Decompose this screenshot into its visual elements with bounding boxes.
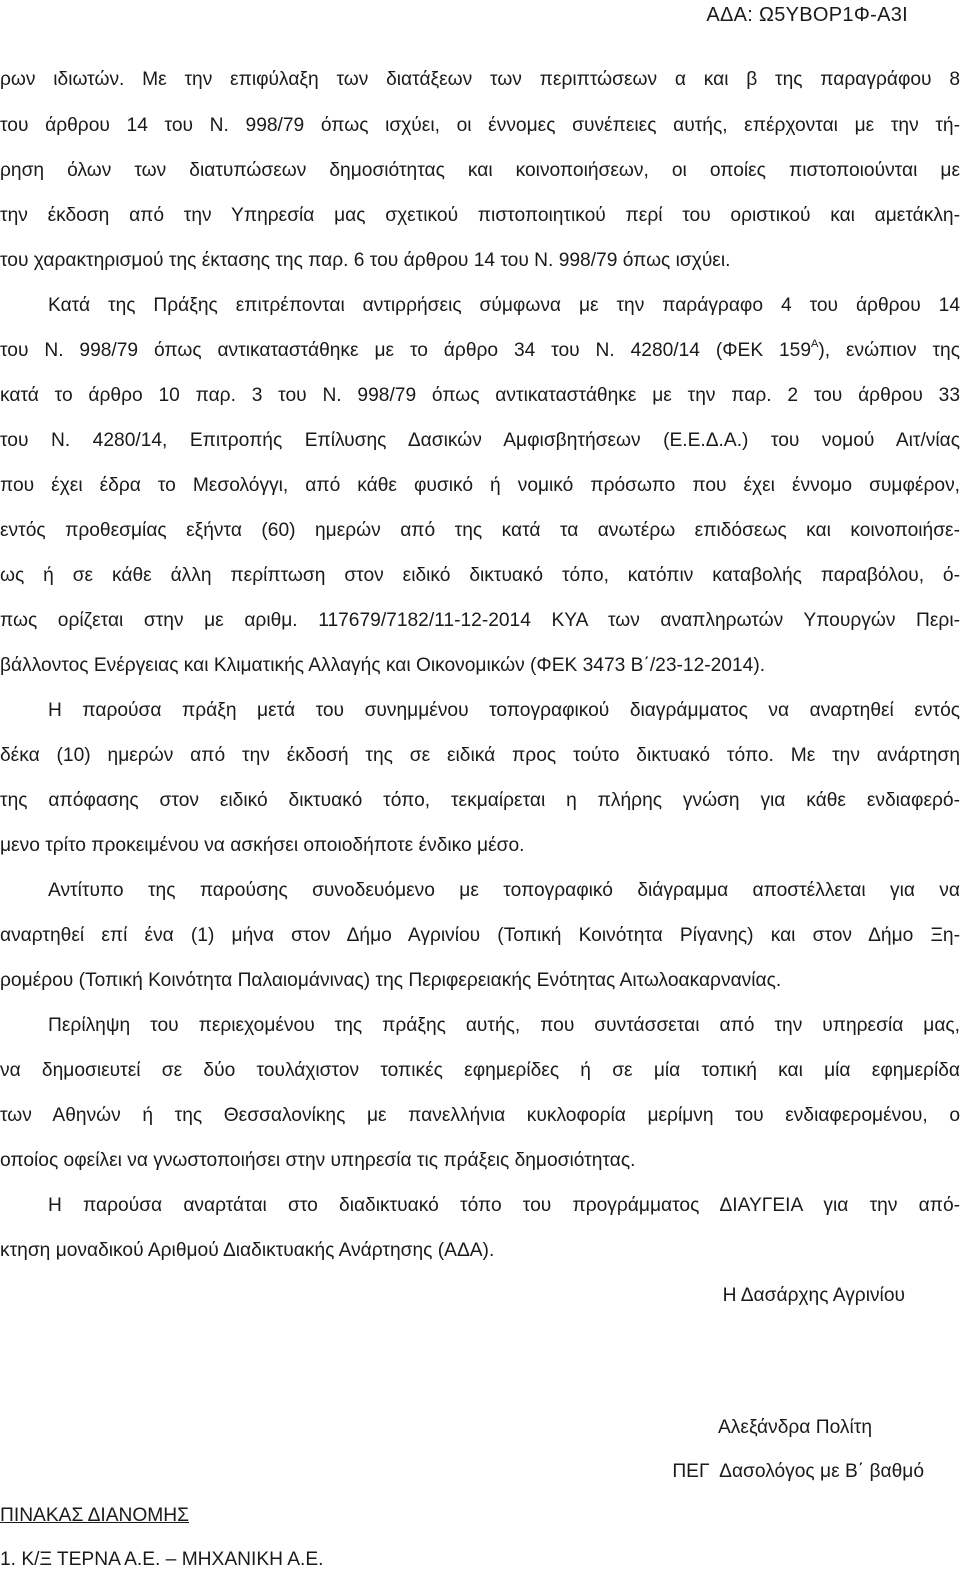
- signature-title: ΠΕΓ Δασολόγος με Β΄ βαθμό: [672, 1461, 924, 1482]
- text-line: ως ή σε κάθε άλλη περίπτωση στον ειδικό δικτυακό τόπο, κατόπιν καταβολής παραβόλου, ό-: [0, 565, 960, 586]
- text-fragment: του Ν. 998/79 όπως αντικαταστάθηκε με το άρθρο 34 του Ν. 4280/14 (ΦΕΚ 159: [0, 340, 812, 361]
- text-line: βάλλοντος Ενέργειας και Κλιματικής Αλλαγής και Οικονομικών (ΦΕΚ 3473 Β΄/23-12-2014).: [0, 655, 766, 676]
- text-line: ρηση όλων των διατυπώσεων δημοσιότητας και κοινοποιήσεων, οι οποίες πιστοποιούνται με: [0, 160, 960, 181]
- text-line: που έχει έδρα το Μεσολόγγι, από κάθε φυσικό ή νομικό πρόσωπο που έχει έννομο συμφέρον,: [0, 475, 960, 496]
- text-line: [0, 337, 960, 362]
- text-line: μενο τρίτο προκειμένου να ασκήσει οποιοδήποτε ένδικο μέσο.: [0, 835, 525, 856]
- text-line: εντός προθεσμίας εξήντα (60) ημερών από της κατά τα ανωτέρω επιδόσεως και κοινοποιήσε-: [0, 520, 960, 541]
- text-line: Κατά της Πράξης επιτρέπονται αντιρρήσεις σύμφωνα με την παράγραφο 4 του άρθρου 14: [48, 295, 960, 316]
- text-line: του άρθρου 14 του Ν. 998/79 όπως ισχύει, οι έννομες συνέπειες αυτής, επέρχονται με την τή-: [0, 115, 960, 136]
- text-line: του χαρακτηρισμού της έκτασης της παρ. 6 του άρθρου 14 του Ν. 998/79 όπως ισχύει.: [0, 250, 731, 271]
- text-line: Περίληψη του περιεχομένου της πράξης αυτής, που συντάσσεται από την υπηρεσία μας,: [48, 1015, 960, 1036]
- text-line: κατά το άρθρο 10 παρ. 3 του Ν. 998/79 όπως αντικαταστάθηκε με την παρ. 2 του άρθρου 33: [0, 385, 960, 406]
- superscript: Α: [811, 337, 819, 350]
- text-fragment: ), ενώπιον της: [818, 340, 960, 361]
- text-line: να δημοσιευτεί σε δύο τουλάχιστον τοπικές εφημερίδες ή σε μία τοπική και μία εφημερίδα: [0, 1060, 960, 1081]
- distribution-item: 1. Κ/Ξ ΤΕΡΝΑ Α.Ε. – ΜΗΧΑΝΙΚΗ Α.Ε.: [0, 1549, 324, 1570]
- text-line: του Ν. 4280/14, Επιτροπής Επίλυσης Δασικών Αμφισβητήσεων (Ε.Ε.Δ.Α.) του νομού Αιτ/νίας: [0, 430, 960, 451]
- text-line: οποίος οφείλει να γνωστοποιήσει στην υπηρεσία τις πράξεις δημοσιότητας.: [0, 1150, 636, 1171]
- signature-authority: Η Δασάρχης Αγρινίου: [722, 1285, 905, 1306]
- text-line: κτηση μοναδικού Αριθμού Διαδικτυακής Ανάρτησης (ΑΔΑ).: [0, 1240, 495, 1261]
- text-line: δέκα (10) ημερών από την έκδοσή της σε ειδικά προς τούτο δικτυακό τόπο. Με την ανάρτηση: [0, 745, 960, 766]
- text-line: ρομέρου (Τοπική Κοινότητα Παλαιομάνινας) της Περιφερειακής Ενότητας Αιτωλοακαρνανίας.: [0, 970, 782, 991]
- text-line: αναρτηθεί επί ένα (1) μήνα στον Δήμο Αγρινίου (Τοπική Κοινότητα Ρίγανης) και στον Δήμο Ξη-: [0, 925, 960, 946]
- ada-header: ΑΔΑ: Ω5ΥΒΟΡ1Φ-Α3Ι: [706, 4, 908, 26]
- text-line: Η παρούσα αναρτάται στο διαδικτυακό τόπο του προγράμματος ΔΙΑΥΓΕΙΑ για την από-: [48, 1195, 960, 1216]
- text-line: Αντίτυπο της παρούσης συνοδευόμενο με τοπογραφικό διάγραμμα αποστέλλεται για να: [48, 880, 960, 901]
- text-line: ρων ιδιωτών. Με την επιφύλαξη των διατάξεων των περιπτώσεων α και β της παραγράφου 8: [0, 69, 960, 90]
- text-line: Η παρούσα πράξη μετά του συνημμένου τοπογραφικού διαγράμματος να αναρτηθεί εντός: [48, 700, 960, 721]
- signature-name: Αλεξάνδρα Πολίτη: [718, 1417, 872, 1438]
- text-line: πως ορίζεται στην με αριθμ. 117679/7182/11-12-2014 ΚΥΑ των αναπληρωτών Υπουργών Περι-: [0, 610, 960, 631]
- distribution-heading: [0, 1505, 960, 1527]
- text-line: της απόφασης στον ειδικό δικτυακό τόπο, τεκμαίρεται η πλήρης γνώση για κάθε ενδιαφερό-: [0, 790, 960, 811]
- distribution-heading-text: ΠΙΝΑΚΑΣ ΔΙΑΝΟΜΗΣ: [0, 1505, 189, 1526]
- text-line: των Αθηνών ή της Θεσσαλονίκης με πανελλήνια κυκλοφορία μερίμνη του ενδιαφερομένου, ο: [0, 1105, 960, 1126]
- text-line: την έκδοση από την Υπηρεσία μας σχετικού πιστοποιητικού περί του οριστικού και αμετάκλη-: [0, 205, 960, 226]
